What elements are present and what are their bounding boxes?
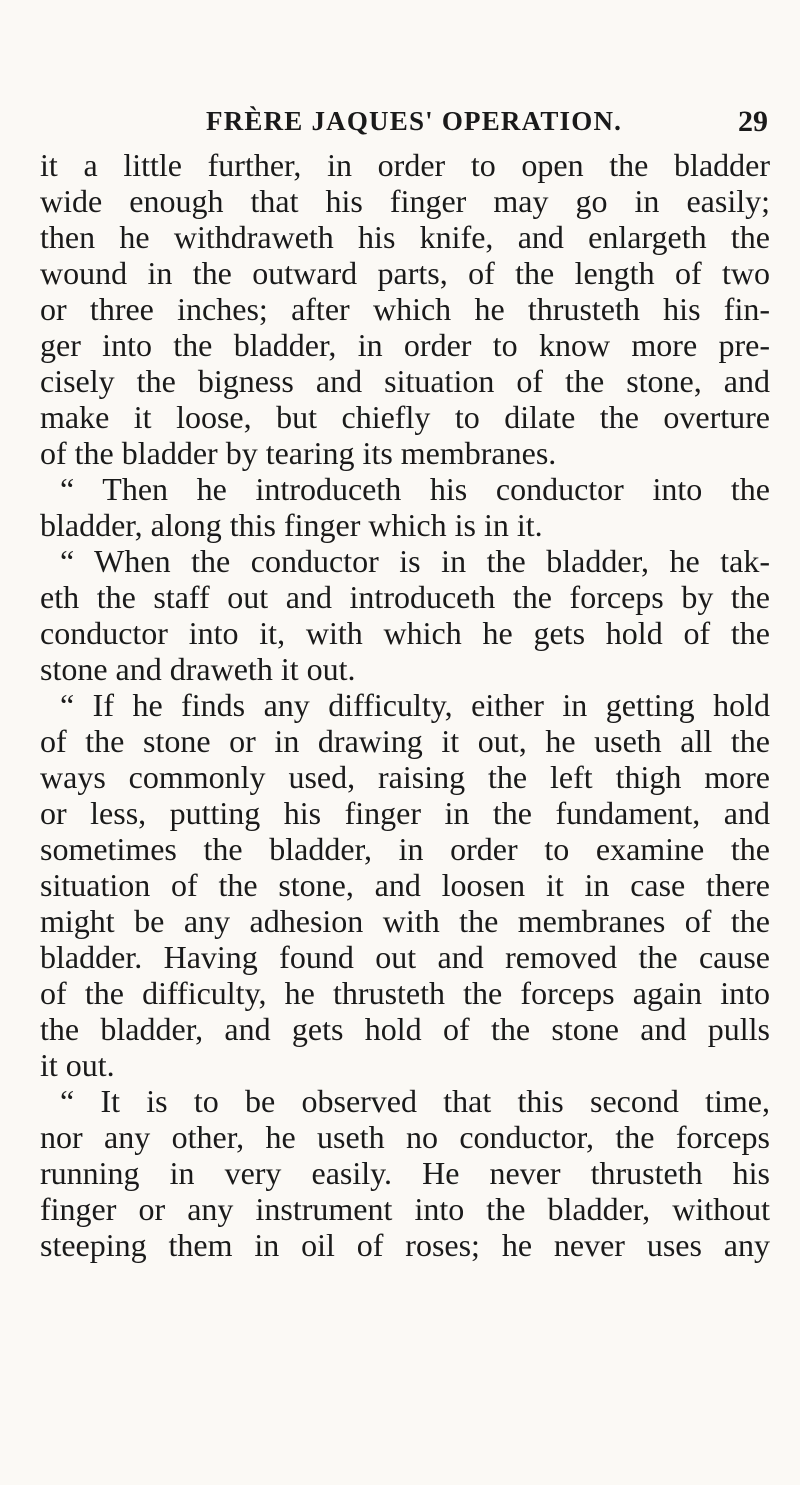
running-head [40, 106, 768, 146]
text-line: make it loose, but chiefly to dilate the overture [40, 399, 770, 435]
text-line: nor any other, he useth no conductor, the forceps [40, 1119, 770, 1155]
text-line: situation of the stone, and loosen it in case there [40, 867, 770, 903]
text-line: wound in the outward parts, of the length of two [40, 255, 770, 291]
text-line: it out. [40, 1047, 115, 1083]
body-text [40, 147, 770, 1263]
text-line: conductor into it, with which he gets hold of the [40, 615, 770, 651]
text-line: or three inches; after which he thrusteth his fin- [40, 291, 770, 327]
text-line: steeping them in oil of roses; he never uses any [40, 1227, 770, 1263]
text-line: ways commonly used, raising the left thigh more [40, 759, 770, 795]
page-number: 29 [738, 105, 768, 138]
text-line: then he withdraweth his knife, and enlargeth the [40, 219, 770, 255]
text-line: of the bladder by tearing its membranes. [40, 435, 557, 471]
text-line: wide enough that his finger may go in easily; [40, 183, 770, 219]
text-line: sometimes the bladder, in order to examine the [40, 831, 770, 867]
text-line: “ Then he introduceth his conductor into the [60, 471, 770, 507]
text-line: ger into the bladder, in order to know more pre- [40, 327, 770, 363]
text-line: cisely the bigness and situation of the stone, and [40, 363, 770, 399]
text-line: or less, putting his finger in the fundament, and [40, 795, 770, 831]
text-line: “ It is to be observed that this second time, [60, 1083, 770, 1119]
text-line: bladder. Having found out and removed the cause [40, 939, 770, 975]
text-line: bladder, along this finger which is in it. [40, 507, 543, 543]
text-line: stone and draweth it out. [40, 651, 356, 687]
running-head-title: FRÈRE JAQUES' OPERATION. [206, 106, 623, 136]
text-line: it a little further, in order to open the bladder [40, 147, 770, 183]
text-line: of the difficulty, he thrusteth the forceps again into [40, 975, 770, 1011]
text-line: “ When the conductor is in the bladder, he tak- [60, 543, 770, 579]
text-line: the bladder, and gets hold of the stone and pulls [40, 1011, 770, 1047]
text-line: running in very easily. He never thrusteth his [40, 1155, 770, 1191]
text-line: of the stone or in drawing it out, he useth all the [40, 723, 770, 759]
text-line: might be any adhesion with the membranes of the [40, 903, 770, 939]
text-line: finger or any instrument into the bladder, without [40, 1191, 770, 1227]
text-line: eth the staff out and introduceth the forceps by the [40, 579, 770, 615]
text-line: “ If he finds any difficulty, either in getting hold [60, 687, 770, 723]
